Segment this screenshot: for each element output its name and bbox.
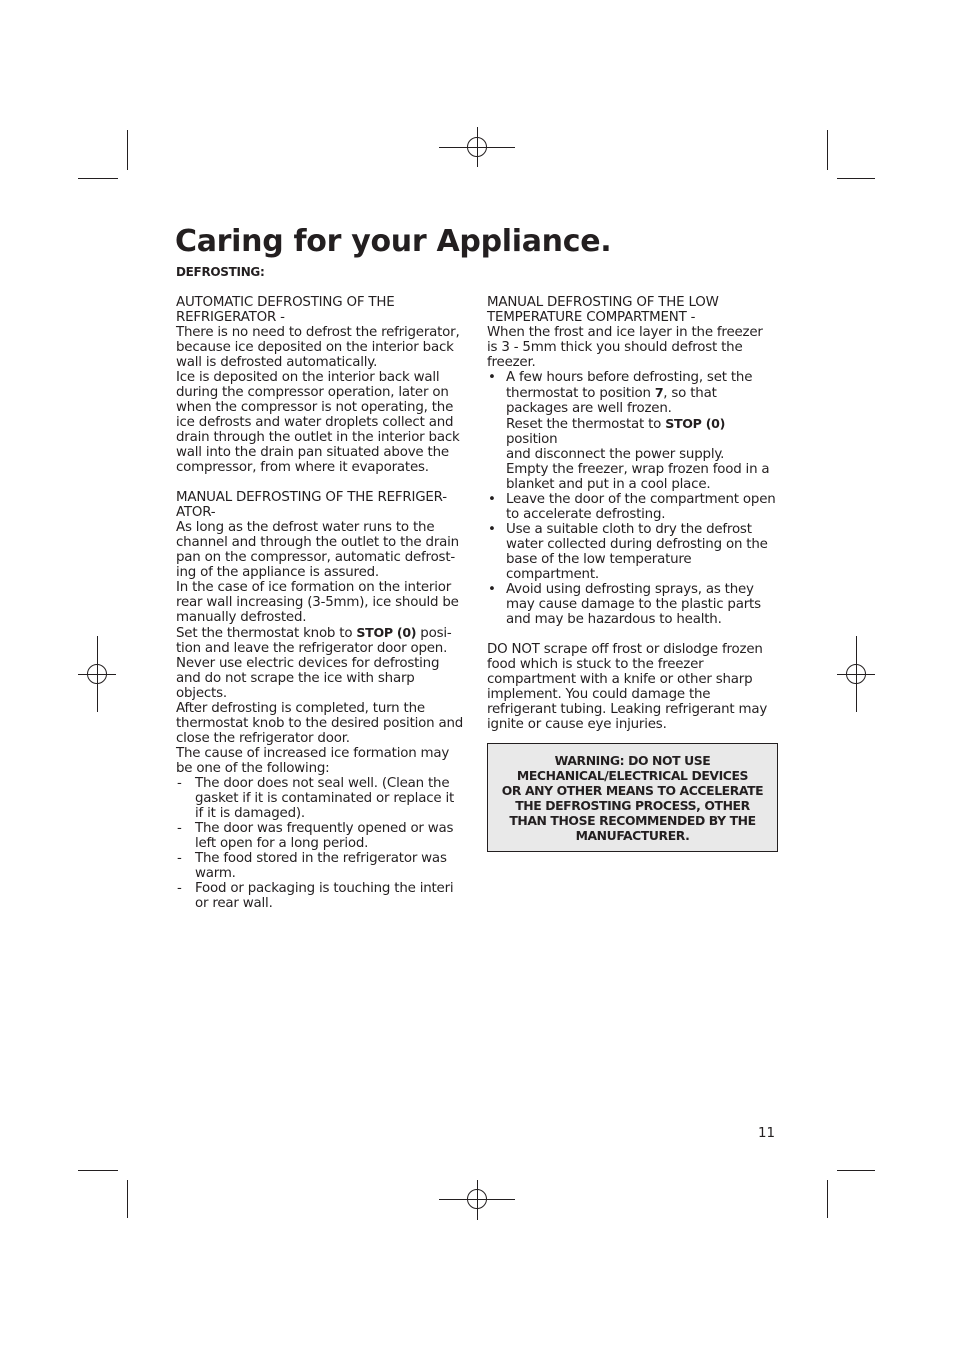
caution-text: ignite or cause eye injuries. [487,717,667,732]
crop-mark [837,178,875,179]
manual-defrost-text: channel and through the outlet to the drain [176,535,459,550]
list-item: - The door was frequently opened or was left open for a long period. [177,821,454,851]
caution-text: refrigerant tubing. Leaking refrigerant may [487,702,768,717]
manual-defrost-text: In the case of ice formation on the interior [176,580,452,595]
stop-setting: STOP (0) [356,625,417,640]
crop-mark [827,1180,828,1218]
manual-defrost-text: rear wall increasing (3-5mm), ice should be [176,595,459,610]
auto-defrost-heading: AUTOMATIC DEFROSTING OF THE [176,295,395,310]
list-item: • A few hours before defrosting, set the thermostat to position 7, so that packages are well frozen. Reset the thermostat to STOP (0) position and disconnect the power supply. Empty the freezer, wrap frozen food in a blanket and put in a cool place. [488,370,770,492]
auto-defrost-heading: REFRIGERATOR - [176,310,285,325]
caution-text: implement. You could damage the [487,687,711,702]
low-temp-heading: TEMPERATURE COMPARTMENT - [487,310,696,325]
crop-mark [78,178,118,179]
auto-defrost-text: because ice deposited on the interior back [176,340,454,355]
manual-defrost-text: objects. [176,686,227,701]
list-item: - Food or packaging is touching the interi or rear wall. [177,881,454,911]
low-temp-heading: MANUAL DEFROSTING OF THE LOW [487,295,719,310]
bullet-marker: • [488,370,496,385]
caution-text: compartment with a knife or other sharp [487,672,753,687]
manual-defrost-heading: MANUAL DEFROSTING OF THE REFRIGER- [176,490,447,505]
crop-mark [127,1180,128,1218]
auto-defrost-text: ice defrosts and water droplets collect and [176,415,454,430]
manual-defrost-text: thermostat knob to the desired position and [176,716,464,731]
dash-marker: - [177,881,182,896]
crop-mark [78,1170,118,1171]
manual-defrost-text: be one of the following: [176,761,330,776]
list-item: - The door does not seal well. (Clean the gasket if it is contaminated or replace it if it is damaged). [177,776,455,821]
manual-defrost-heading: ATOR- [176,505,216,520]
low-temp-intro: is 3 - 5mm thick you should defrost the [487,340,743,355]
dash-marker: - [177,851,182,866]
low-temp-intro: When the frost and ice layer in the freezer [487,325,763,340]
section-heading: DEFROSTING: [176,265,265,279]
auto-defrost-text: Ice is deposited on the interior back wall [176,370,440,385]
auto-defrost-text: when the compressor is not operating, the [176,400,454,415]
manual-defrost-text: Never use electric devices for defrosting [176,656,440,671]
manual-defrost-text: pan on the compressor, automatic defrost- [176,550,456,565]
warning-text: THE DEFROSTING PROCESS, OTHER [515,798,750,813]
warning-box [487,743,778,852]
dash-marker: - [177,776,182,791]
manual-defrost-text: manually defrosted. [176,610,307,625]
caution-text: food which is stuck to the freezer [487,657,704,672]
list-item: • Use a suitable cloth to dry the defrost water collected during defrosting on the base of the low temperature compartment. [488,522,768,582]
manual-defrost-text: The cause of increased ice formation may [176,746,450,761]
right-column [487,295,779,852]
manual-defrost-text: ing of the appliance is assured. [176,565,379,580]
warning-text: WARNING: DO NOT USE [554,753,711,768]
warning-text: OR ANY OTHER MEANS TO ACCELERATE [501,783,764,798]
stop-setting: STOP (0) [665,416,726,431]
page-number: 11 [758,1126,776,1141]
position-number: 7 [654,385,664,400]
thermostat-instruction: Set the thermostat knob to STOP (0) posi- [176,625,452,641]
list-item: - The food stored in the refrigerator was warm. [177,851,447,881]
crop-mark [827,130,828,170]
warning-text: MANUFACTURER. [575,828,690,843]
caution-text: DO NOT scrape off frost or dislodge frozen [487,642,763,657]
list-item: • Avoid using defrosting sprays, as they may cause damage to the plastic parts and may be hazardous to health. [488,582,761,627]
low-temp-intro: freezer. [487,355,536,370]
manual-defrost-text: After defrosting is completed, turn the [176,701,425,716]
page-title: Caring for your Appliance. [175,224,612,259]
bullet-marker: • [488,492,496,507]
left-column [176,295,472,911]
auto-defrost-text: wall into the drain pan situated above the [176,445,449,460]
bullet-marker: • [488,522,496,537]
auto-defrost-text: drain through the outlet in the interior back [176,430,460,445]
auto-defrost-text: during the compressor operation, later on [176,385,449,400]
auto-defrost-text: compressor, from where it evaporates. [176,460,429,475]
dash-marker: - [177,821,182,836]
warning-text: THAN THOSE RECOMMENDED BY THE [509,813,756,828]
auto-defrost-text: There is no need to defrost the refrigerator, [176,325,460,340]
bullet-marker: • [488,582,496,597]
auto-defrost-text: wall is defrosted automatically. [176,355,378,370]
warning-text: MECHANICAL/ELECTRICAL DEVICES [516,768,749,783]
manual-defrost-text: close the refrigerator door. [176,731,350,746]
manual-defrost-text: tion and leave the refrigerator door open. [176,641,448,656]
manual-defrost-text: and do not scrape the ice with sharp [176,671,415,686]
crop-mark [127,130,128,170]
manual-defrost-text: As long as the defrost water runs to the [176,520,435,535]
crop-mark [837,1170,875,1171]
list-item: • Leave the door of the compartment open to accelerate defrosting. [488,492,776,522]
